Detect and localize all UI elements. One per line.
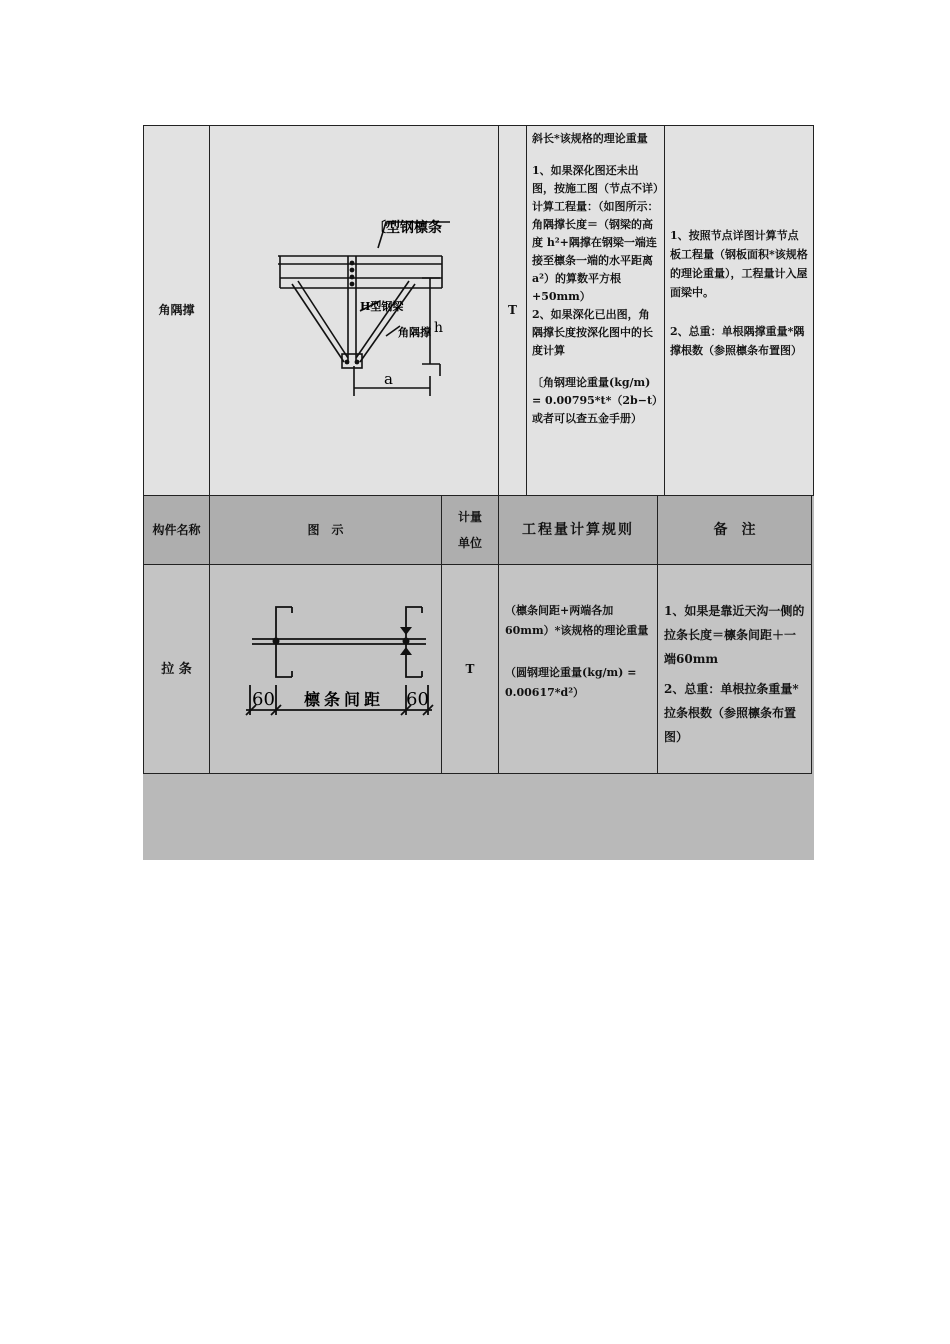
upper-rule-line-3: 2、如果深化已出图，角隅撑长度按深化图中的长度计算 (532, 308, 653, 357)
upper-rule-line-1: 斜长*该规格的理论重量 (532, 132, 648, 145)
header-remark: 备 注 (713, 521, 756, 538)
lower-name-cell (143, 564, 210, 774)
header-remark-cell (657, 495, 812, 565)
upper-rule-cell (526, 125, 665, 496)
lower-rule-line-2: （圆钢理论重量(kg/m) = 0.00617*d²） (505, 666, 637, 699)
header-rule: 工程量计算规则 (522, 521, 634, 538)
lower-rule-cell (498, 564, 658, 774)
upper-name-cell (143, 125, 210, 496)
purlin-label: 〔型钢檩条 (372, 220, 442, 236)
header-figure: 图 示 (307, 522, 344, 537)
upper-remark-line-2: 2、总重：单根隅撑重量*隅撑根数（参照檩条布置图） (670, 325, 805, 357)
upper-remark-cell (664, 125, 814, 496)
upper-component-name: 角隅撑 (158, 303, 195, 317)
tie-rod-diagram (210, 565, 441, 773)
upper-figure-cell (209, 125, 499, 496)
horizontal-dim-label: a (384, 370, 393, 388)
corner-brace-diagram (210, 126, 498, 495)
lower-unit-cell (441, 564, 499, 774)
lower-remark-line-1: 1、如果是靠近天沟一侧的拉条长度＝檩条间距＋一端60mm (664, 604, 805, 666)
upper-unit: T (508, 303, 517, 317)
header-unit: 计量 单位 (457, 510, 482, 550)
upper-unit-cell (498, 125, 527, 496)
dim-left-60: 60 (252, 689, 275, 710)
upper-rule-line-2: 1、如果深化图还未出图，按施工图（节点不详）计算工程量：（如图所示：角隅撑长度＝（钢梁的高度 h²+隅撑在钢梁一端连接至檩条一端的水平距离 a²）的算数平方根+50mm） (532, 164, 659, 303)
header-name: 构件名称 (152, 522, 201, 537)
dim-purlin-spacing: 檩条间距 (304, 690, 385, 709)
lower-remark-cell (657, 564, 812, 774)
dim-right-60: 60 (406, 689, 429, 710)
height-dim-label: h (434, 320, 444, 336)
lower-figure-cell (209, 564, 442, 774)
lower-remark-line-2: 2、总重：单根拉条重量*拉条根数（参照檩条布置图） (664, 682, 799, 744)
lower-component-name: 拉 条 (161, 661, 192, 677)
quantity-rules-table (143, 125, 814, 860)
beam-label: H型钢梁 (360, 300, 404, 313)
header-unit-cell (441, 495, 499, 565)
brace-label: 角隅撑 (398, 326, 431, 339)
upper-rule-line-4: 〔角钢理论重量(kg/m) = 0.00795*t*（2b−t）或者可以查五金手册） (532, 376, 658, 425)
header-name-cell (143, 495, 210, 565)
lower-rule-line-1: （檩条间距+两端各加 60mm）*该规格的理论重量 (505, 604, 649, 637)
header-rule-cell (498, 495, 658, 565)
upper-remark-line-1: 1、按照节点详图计算节点板工程量（钢板面积*该规格的理论重量），工程量计入屋面梁中。 (670, 229, 808, 299)
lower-unit: T (465, 661, 475, 676)
header-figure-cell (209, 495, 442, 565)
